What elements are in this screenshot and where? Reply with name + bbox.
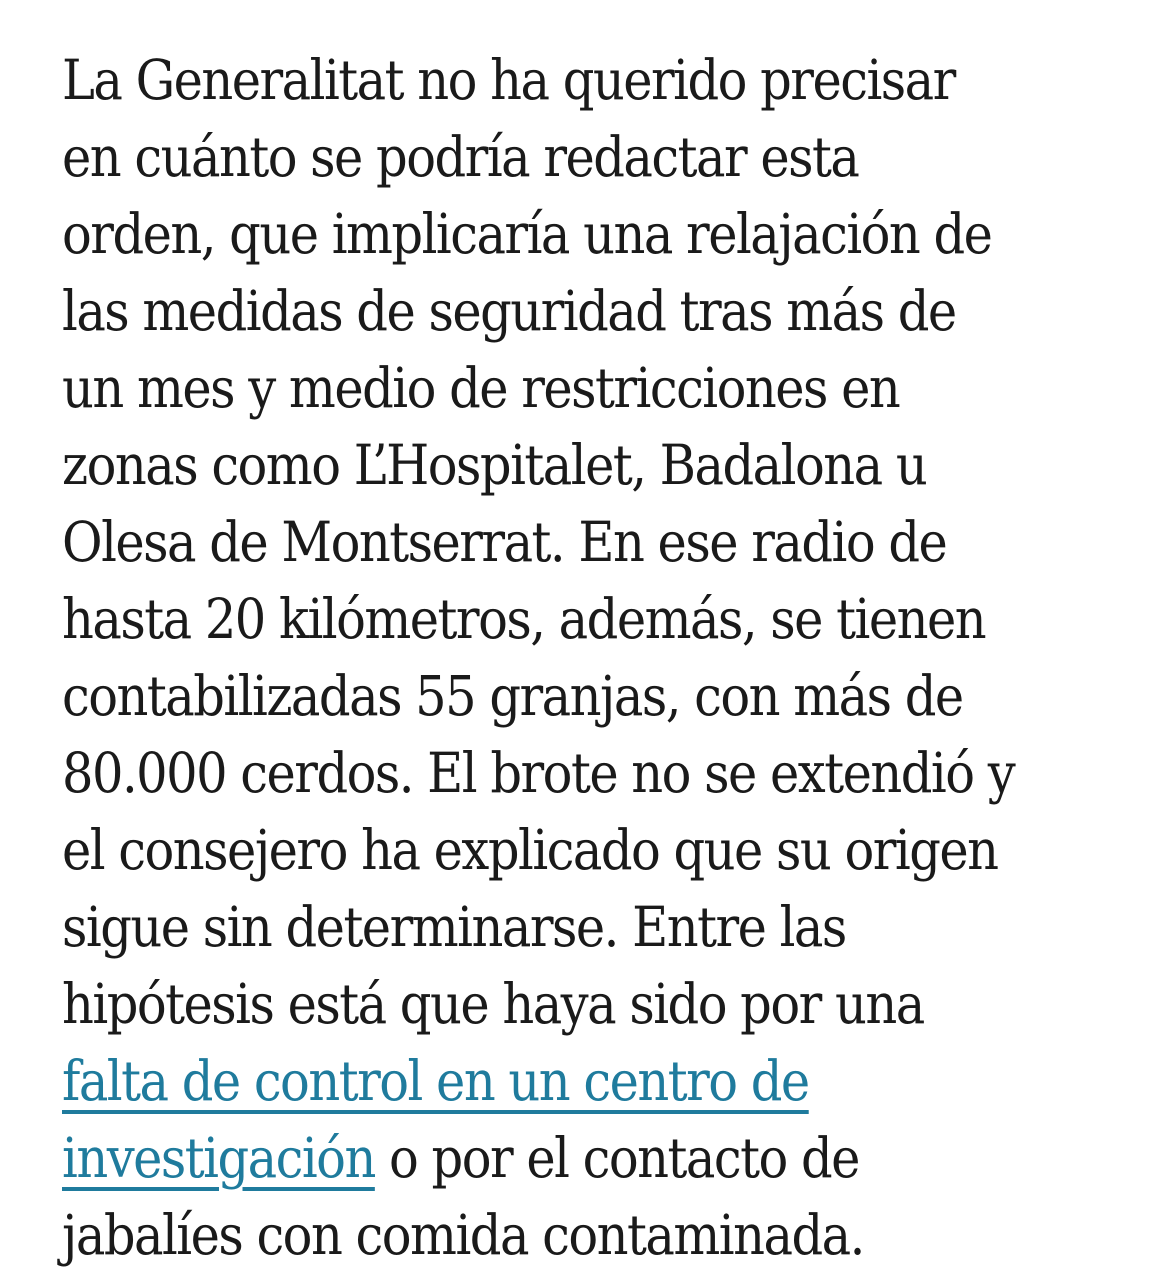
text-line-content: un mes y medio de restricciones en bbox=[62, 356, 900, 420]
text-line-content: jabalíes con comida contaminada. bbox=[62, 1203, 864, 1267]
article-link-line-2[interactable]: investigación bbox=[62, 1126, 375, 1190]
text-line bbox=[62, 1197, 1120, 1274]
text-line bbox=[62, 889, 1120, 966]
text-line bbox=[62, 735, 1120, 812]
text-line bbox=[62, 42, 1120, 119]
text-line-content: zonas como L’Hospitalet, Badalona u bbox=[62, 433, 927, 497]
text-line-content: hasta 20 kilómetros, además, se tienen bbox=[62, 587, 986, 651]
text-line bbox=[62, 658, 1120, 735]
text-line bbox=[62, 427, 1120, 504]
text-after-link: o por el contacto de bbox=[374, 1126, 859, 1190]
text-line-content: La Generalitat no ha querido precisar bbox=[62, 48, 955, 112]
text-line-content: hipótesis está que haya sido por una bbox=[62, 972, 924, 1036]
text-line bbox=[62, 273, 1120, 350]
text-line-content: sigue sin determinarse. Entre las bbox=[62, 895, 846, 959]
text-line bbox=[62, 350, 1120, 427]
text-line-content: orden, que implicaría una relajación de bbox=[62, 202, 992, 266]
text-line-content: 80.000 cerdos. El brote no se extendió y bbox=[62, 741, 1015, 805]
article-paragraph bbox=[62, 42, 1120, 1274]
text-line-content: Olesa de Montserrat. En ese radio de bbox=[62, 510, 947, 574]
text-line bbox=[62, 119, 1120, 196]
text-line bbox=[62, 504, 1120, 581]
text-line-content: en cuánto se podría redactar esta bbox=[62, 125, 859, 189]
text-line bbox=[62, 966, 1120, 1043]
text-line bbox=[62, 581, 1120, 658]
text-line bbox=[62, 196, 1120, 273]
text-line bbox=[62, 1043, 1120, 1120]
text-line-content: contabilizadas 55 granjas, con más de bbox=[62, 664, 963, 728]
text-line bbox=[62, 812, 1120, 889]
text-line bbox=[62, 1120, 1120, 1197]
text-line-content: las medidas de seguridad tras más de bbox=[62, 279, 956, 343]
text-line-content: el consejero ha explicado que su origen bbox=[62, 818, 998, 882]
article-link-line-1[interactable]: falta de control en un centro de bbox=[62, 1049, 809, 1113]
